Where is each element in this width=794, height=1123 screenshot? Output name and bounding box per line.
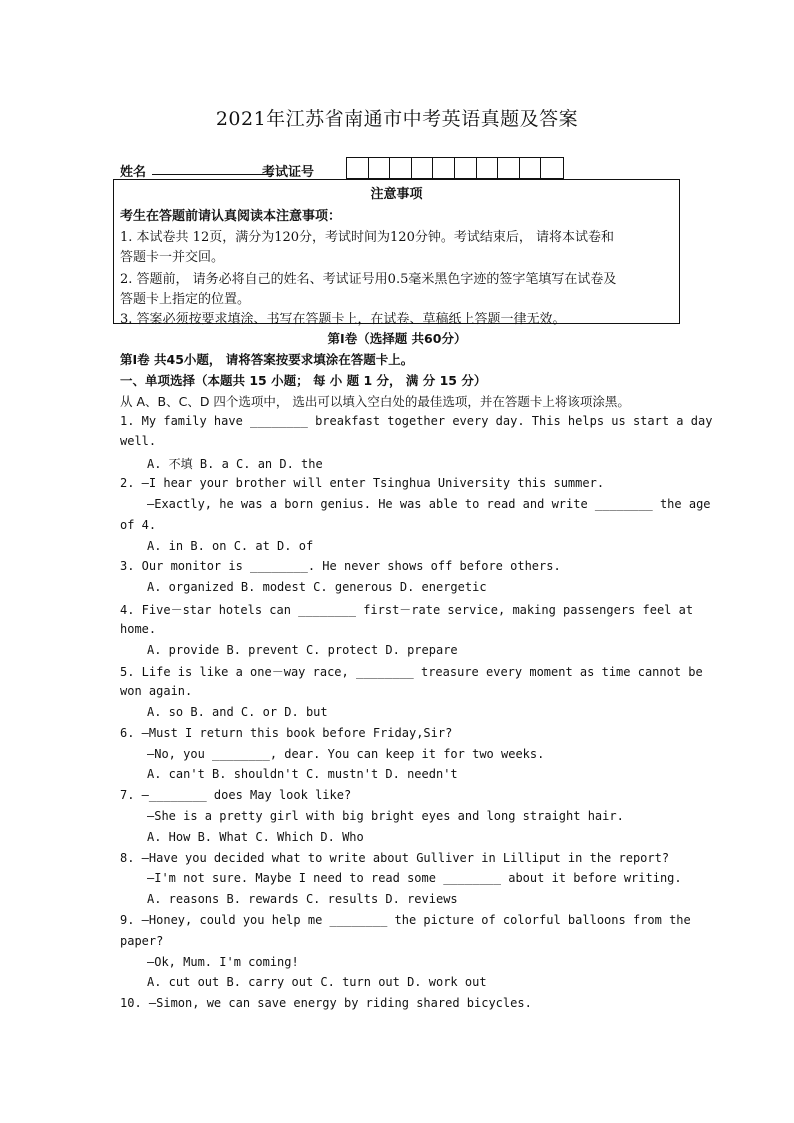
options-line: A. How B. What C. Which D. Who: [147, 830, 364, 844]
section-heading: 第Ⅰ卷（选择题 共60分）: [327, 331, 467, 346]
question-line: 7. —________ does May look like?: [120, 788, 352, 802]
options-line: A. reasons B. rewards C. results D. reviews: [147, 892, 458, 906]
part-instruction: 从 A、B、C、D 四个选项中， 选出可以填入空白处的最佳选项，并在答题卡上将该项涂黑。: [120, 394, 630, 409]
exam-number-cell: [520, 158, 542, 178]
notice-heading: 注意事项: [370, 187, 423, 202]
name-blank: [152, 174, 274, 175]
exam-number-cell: [433, 158, 455, 178]
question-line: home.: [120, 622, 157, 636]
question-line: —Ok, Mum. I'm coming!: [147, 955, 299, 969]
page-title: 2021年江苏省南通市中考英语真题及答案: [215, 108, 579, 130]
question-line: 4. Five－star hotels can ________ first－rate service, making passengers feel at: [120, 603, 694, 617]
question-line: 9. —Honey, could you help me ________ the picture of colorful balloons from the: [120, 913, 691, 927]
notice-line: 答题卡一并交回。: [120, 250, 225, 265]
options-line: A. can't B. shouldn't C. mustn't D. needn't: [147, 767, 458, 781]
exam-number-grid: [346, 157, 564, 179]
exam-number-cell: [390, 158, 412, 178]
section-instruction: 第Ⅰ卷 共45小题， 请将答案按要求填涂在答题卡上。: [120, 352, 414, 367]
question-line: of 4.: [120, 518, 157, 532]
question-line: 1. My family have ________ breakfast together every day. This helps us start a day: [120, 414, 713, 428]
question-line: —I'm not sure. Maybe I need to read some ________ about it before writing.: [147, 871, 682, 885]
question-line: well.: [120, 434, 157, 448]
options-line: A. 不填 B. a C. an D. the: [147, 457, 323, 471]
notice-box: [113, 179, 680, 327]
options-line: A. organized B. modest C. generous D. energetic: [147, 580, 487, 594]
exam-number-cell: [369, 158, 391, 178]
question-line: 3. Our monitor is ________. He never shows off before others.: [120, 559, 561, 573]
exam-number-label: 考试证号: [262, 165, 315, 180]
question-line: 2. —I hear your brother will enter Tsinghua University this summer.: [120, 476, 605, 490]
question-line: —No, you ________, dear. You can keep it for two weeks.: [147, 747, 545, 761]
part-heading: 一、单项选择（本题共 15 小题； 每 小 题 1 分， 满 分 15 分）: [120, 373, 487, 388]
question-line: paper?: [120, 934, 164, 948]
name-label: 姓名: [120, 165, 147, 180]
options-line: A. in B. on C. at D. of: [147, 539, 314, 553]
question-line: 6. —Must I return this book before Friday,Sir?: [120, 726, 453, 740]
question-line: 10. —Simon, we can save energy by riding shared bicycles.: [120, 996, 532, 1010]
options-line: A. provide B. prevent C. protect D. prepare: [147, 643, 458, 657]
exam-number-cell: [347, 158, 369, 178]
notice-line: 1. 本试卷共 12页，满分为120分，考试时间为120分钟。考试结束后， 请将本试卷和: [120, 230, 614, 245]
options-line: A. cut out B. carry out C. turn out D. work out: [147, 975, 487, 989]
exam-number-cell: [541, 158, 563, 178]
notice-line: 答题卡上指定的位置。: [120, 292, 251, 307]
exam-number-cell: [498, 158, 520, 178]
exam-number-cell: [455, 158, 477, 178]
question-line: —She is a pretty girl with big bright eyes and long straight hair.: [147, 809, 624, 823]
notice-line: 3. 答案必须按要求填涂、书写在答题卡上，在试卷、草稿纸上答题一律无效。: [120, 312, 566, 327]
question-line: 8. —Have you decided what to write about Gulliver in Lilliput in the report?: [120, 851, 670, 865]
question-line: won again.: [120, 684, 193, 698]
question-line: —Exactly, he was a born genius. He was able to read and write ________ the age: [147, 497, 711, 511]
options-line: A. so B. and C. or D. but: [147, 705, 328, 719]
question-line: 5. Life is like a one－way race, ________ treasure every moment as time cannot be: [120, 665, 703, 679]
exam-number-cell: [412, 158, 434, 178]
notice-line: 2. 答题前， 请务必将自己的姓名、考试证号用0.5毫米黑色字迹的签字笔填写在试卷及: [120, 272, 617, 287]
notice-line: 考生在答题前请认真阅读本注意事项：: [120, 209, 342, 224]
exam-number-cell: [477, 158, 499, 178]
